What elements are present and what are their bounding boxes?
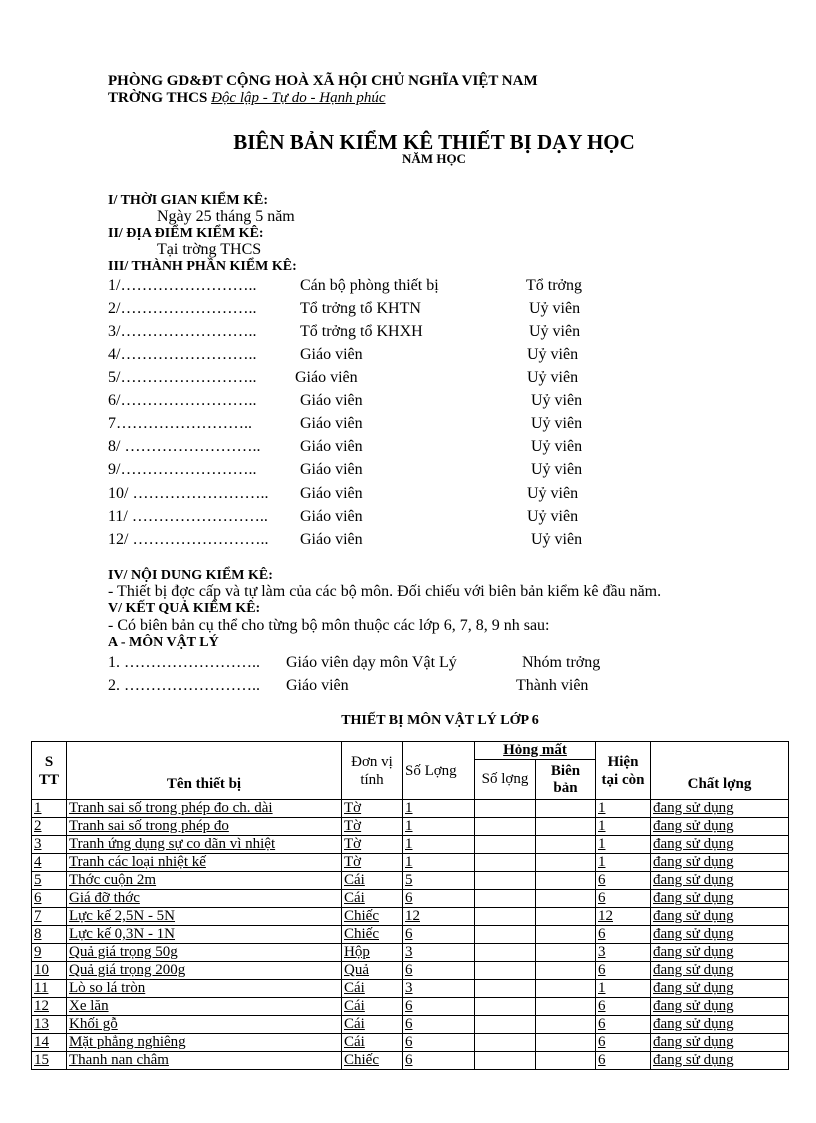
equipment-table [31,741,789,1070]
cell-damaged-report [536,1016,596,1034]
table-row [32,908,789,926]
member-row-num: 1/…………………….. [108,277,257,294]
member-row-role: Tổ trởng tổ KHXH [300,323,423,340]
cell-quality: đang sử dụng [651,818,789,836]
cell-quantity: 1 [403,836,475,854]
cell-damaged-report [536,836,596,854]
cell-unit: Chiếc [342,908,403,926]
member-row-num: 3/…………………….. [108,323,257,340]
subject-member-role: Giáo viên [286,677,349,694]
cell-damaged-report [536,1052,596,1070]
school-name: TRỜNG THCS [108,90,208,106]
cell-name: Lực kế 2,5N - 5N [67,908,342,926]
header-damaged: Hỏng mất [475,742,596,760]
header-name: Tên thiết bị [67,742,342,800]
member-row-position: Uỷ viên [529,323,581,340]
national-title: CỘNG HOÀ XÃ HỘI CHỦ NGHĨA VIỆT NAM [226,73,538,89]
cell-quantity: 6 [403,998,475,1016]
cell-current: 6 [596,962,651,980]
subject-member-position: Thành viên [516,677,589,694]
cell-name: Xe lăn [67,998,342,1016]
cell-damaged-quantity [475,908,536,926]
cell-unit: Tờ [342,800,403,818]
cell-current: 6 [596,872,651,890]
cell-current: 6 [596,1016,651,1034]
cell-quality: đang sử dụng [651,926,789,944]
member-row-role: Giáo viên [300,392,363,409]
member-row-num: 10/ …………………….. [108,485,269,502]
member-row-role: Cán bộ phòng thiết bị [300,277,439,294]
header-current: Hiện tại còn [596,742,651,800]
cell-name: Lực kế 0,3N - 1N [67,926,342,944]
member-row-num: 6/…………………….. [108,392,257,409]
cell-damaged-quantity [475,1016,536,1034]
cell-quantity: 3 [403,980,475,998]
cell-current: 6 [596,1052,651,1070]
national-motto: Độc lập - Tự do - Hạnh phúc [211,90,386,106]
cell-name: Tranh sai số trong phép đo ch. dài [67,800,342,818]
table-row [32,944,789,962]
header-unit: Đơn vị tính [342,742,403,800]
cell-stt: 1 [32,800,67,818]
cell-quality: đang sử dụng [651,854,789,872]
table-row [32,926,789,944]
cell-stt: 13 [32,1016,67,1034]
cell-quality: đang sử dụng [651,800,789,818]
cell-quantity: 6 [403,890,475,908]
table-row [32,800,789,818]
table-row [32,836,789,854]
cell-unit: Chiếc [342,1052,403,1070]
cell-damaged-quantity [475,962,536,980]
cell-quality: đang sử dụng [651,890,789,908]
cell-damaged-report [536,908,596,926]
cell-quality: đang sử dụng [651,1016,789,1034]
member-row-role: Giáo viên [300,531,363,548]
section-4-text: - Thiết bị đợc cấp và tự làm của các bộ môn. Đối chiếu với biên bản kiểm kê đầu năm. [108,583,662,600]
cell-unit: Hộp [342,944,403,962]
cell-quality: đang sử dụng [651,1052,789,1070]
cell-current: 1 [596,800,651,818]
cell-quantity: 1 [403,800,475,818]
member-row-position: Uỷ viên [531,392,583,409]
cell-unit: Chiếc [342,926,403,944]
cell-stt: 2 [32,818,67,836]
cell-name: Thanh nan châm [67,1052,342,1070]
table-row [32,1016,789,1034]
cell-unit: Cái [342,980,403,998]
cell-damaged-report [536,980,596,998]
cell-unit: Cái [342,1016,403,1034]
cell-quantity: 6 [403,1052,475,1070]
section-1-heading: I/ THỜI GIAN KIỂM KÊ: [108,193,268,208]
member-row-position: Uỷ viên [527,508,579,525]
section-3-heading: III/ THÀNH PHẦN KIỂM KÊ: [108,259,297,274]
cell-damaged-quantity [475,836,536,854]
member-row-position: Uỷ viên [531,531,583,548]
cell-damaged-report [536,800,596,818]
member-row-role: Giáo viên [300,415,363,432]
cell-damaged-quantity [475,998,536,1016]
header-damaged-quantity: Số lợng [475,760,536,800]
cell-name: Tranh ứng dụng sự co dãn vì nhiệt [67,836,342,854]
cell-name: Thớc cuộn 2m [67,872,342,890]
cell-damaged-quantity [475,872,536,890]
member-row-num: 2/…………………….. [108,300,257,317]
cell-quality: đang sử dụng [651,836,789,854]
cell-damaged-quantity [475,1034,536,1052]
cell-damaged-report [536,962,596,980]
section-5-heading: V/ KẾT QUẢ KIỂM KÊ: [108,601,261,616]
cell-quantity: 6 [403,1034,475,1052]
cell-stt: 9 [32,944,67,962]
department-name: PHÒNG GD&ĐT [108,73,223,89]
cell-damaged-quantity [475,944,536,962]
member-row-num: 9/…………………….. [108,461,257,478]
table-row [32,1034,789,1052]
cell-stt: 3 [32,836,67,854]
cell-damaged-quantity [475,800,536,818]
cell-name: Khối gỗ [67,1016,342,1034]
cell-stt: 14 [32,1034,67,1052]
cell-current: 6 [596,998,651,1016]
cell-current: 3 [596,944,651,962]
table-title: THIẾT BỊ MÔN VẬT LÝ LỚP 6 [341,713,539,728]
cell-quality: đang sử dụng [651,872,789,890]
cell-quantity: 5 [403,872,475,890]
cell-quality: đang sử dụng [651,908,789,926]
cell-stt: 4 [32,854,67,872]
member-row-num: 8/ …………………….. [108,438,261,455]
cell-quality: đang sử dụng [651,944,789,962]
section-2-heading: II/ ĐỊA ĐIỂM KIỂM KÊ: [108,226,264,241]
cell-damaged-report [536,998,596,1016]
section-1-text: Ngày 25 tháng 5 năm [157,208,295,225]
cell-quality: đang sử dụng [651,998,789,1016]
cell-name: Mặt phẳng nghiêng [67,1034,342,1052]
cell-current: 12 [596,908,651,926]
cell-name: Tranh các loại nhiệt kế [67,854,342,872]
cell-stt: 6 [32,890,67,908]
cell-quantity: 3 [403,944,475,962]
cell-current: 1 [596,980,651,998]
member-row-position: Uỷ viên [527,485,579,502]
cell-unit: Cái [342,998,403,1016]
cell-name: Giá đỡ thớc [67,890,342,908]
cell-stt: 11 [32,980,67,998]
member-row-num: 12/ …………………….. [108,531,269,548]
cell-quantity: 1 [403,818,475,836]
member-row-role: Giáo viên [295,369,358,386]
cell-name: Tranh sai số trong phép đo [67,818,342,836]
table-row [32,890,789,908]
cell-quantity: 1 [403,854,475,872]
cell-unit: Tờ [342,836,403,854]
cell-damaged-quantity [475,890,536,908]
cell-stt: 15 [32,1052,67,1070]
member-row-role: Giáo viên [300,508,363,525]
cell-damaged-report [536,890,596,908]
member-row-role: Giáo viên [300,346,363,363]
document-subtitle: NĂM HỌC [402,151,466,166]
cell-quantity: 6 [403,926,475,944]
table-row [32,872,789,890]
cell-name: Lò so lá tròn [67,980,342,998]
member-row-position: Uỷ viên [531,415,583,432]
table-row [32,854,789,872]
document-title: BIÊN BẢN KIỂM KÊ THIẾT BỊ DẠY HỌC [233,130,635,154]
cell-stt: 8 [32,926,67,944]
cell-unit: Cái [342,1034,403,1052]
section-5-text: - Có biên bản cụ thể cho từng bộ môn thuộc các lớp 6, 7, 8, 9 nh sau: [108,617,550,634]
subject-member-role: Giáo viên dạy môn Vật Lý [286,654,457,671]
header-stt: S TT [32,742,67,800]
cell-stt: 10 [32,962,67,980]
cell-unit: Tờ [342,818,403,836]
cell-damaged-quantity [475,1052,536,1070]
cell-current: 6 [596,926,651,944]
member-row-num: 11/ …………………….. [108,508,268,525]
subject-member-position: Nhóm trởng [522,654,601,671]
cell-current: 1 [596,854,651,872]
cell-damaged-report [536,854,596,872]
header-line-2 [108,90,386,107]
member-row-position: Uỷ viên [531,461,583,478]
cell-name: Quả giá trọng 200g [67,962,342,980]
cell-damaged-report [536,818,596,836]
cell-unit: Cái [342,890,403,908]
table-row [32,1052,789,1070]
member-row-position: Uỷ viên [531,438,583,455]
header-quantity: Số Lợng [403,742,475,800]
cell-damaged-quantity [475,818,536,836]
header-quality: Chất lợng [651,742,789,800]
member-row-role: Tổ trởng tổ KHTN [300,300,421,317]
member-row-role: Giáo viên [300,485,363,502]
cell-current: 1 [596,818,651,836]
cell-damaged-report [536,1034,596,1052]
cell-damaged-report [536,926,596,944]
cell-unit: Tờ [342,854,403,872]
table-row [32,980,789,998]
cell-unit: Cái [342,872,403,890]
cell-stt: 7 [32,908,67,926]
member-row-position: Uỷ viên [527,346,579,363]
member-row-num: 4/…………………….. [108,346,257,363]
cell-name: Quả giá trọng 50g [67,944,342,962]
member-row-role: Giáo viên [300,461,363,478]
section-a-heading: A - MÔN VẬT LÝ [108,635,219,650]
member-row-position: Uỷ viên [529,300,581,317]
table-row [32,962,789,980]
member-row-num: 5/…………………….. [108,369,257,386]
cell-damaged-quantity [475,854,536,872]
subject-member-num: 1. …………………….. [108,654,260,671]
cell-current: 6 [596,1034,651,1052]
cell-current: 1 [596,836,651,854]
cell-damaged-quantity [475,926,536,944]
member-row-position: Tổ trởng [526,277,583,294]
member-row-role: Giáo viên [300,438,363,455]
cell-damaged-report [536,944,596,962]
header-damaged-report: Biên bản [536,760,596,800]
table-row [32,818,789,836]
cell-damaged-quantity [475,980,536,998]
cell-quality: đang sử dụng [651,962,789,980]
table-row [32,998,789,1016]
cell-unit: Quả [342,962,403,980]
cell-quality: đang sử dụng [651,980,789,998]
cell-current: 6 [596,890,651,908]
cell-stt: 5 [32,872,67,890]
cell-stt: 12 [32,998,67,1016]
cell-quantity: 6 [403,1016,475,1034]
section-2-text: Tại trờng THCS [157,241,262,258]
cell-quantity: 12 [403,908,475,926]
member-row-position: Uỷ viên [527,369,579,386]
cell-damaged-report [536,872,596,890]
section-4-heading: IV/ NỘI DUNG KIỂM KÊ: [108,568,273,583]
member-row-num: 7…………………….. [108,415,252,432]
header-line-1 [108,73,538,90]
cell-quality: đang sử dụng [651,1034,789,1052]
subject-member-num: 2. …………………….. [108,677,260,694]
cell-quantity: 6 [403,962,475,980]
